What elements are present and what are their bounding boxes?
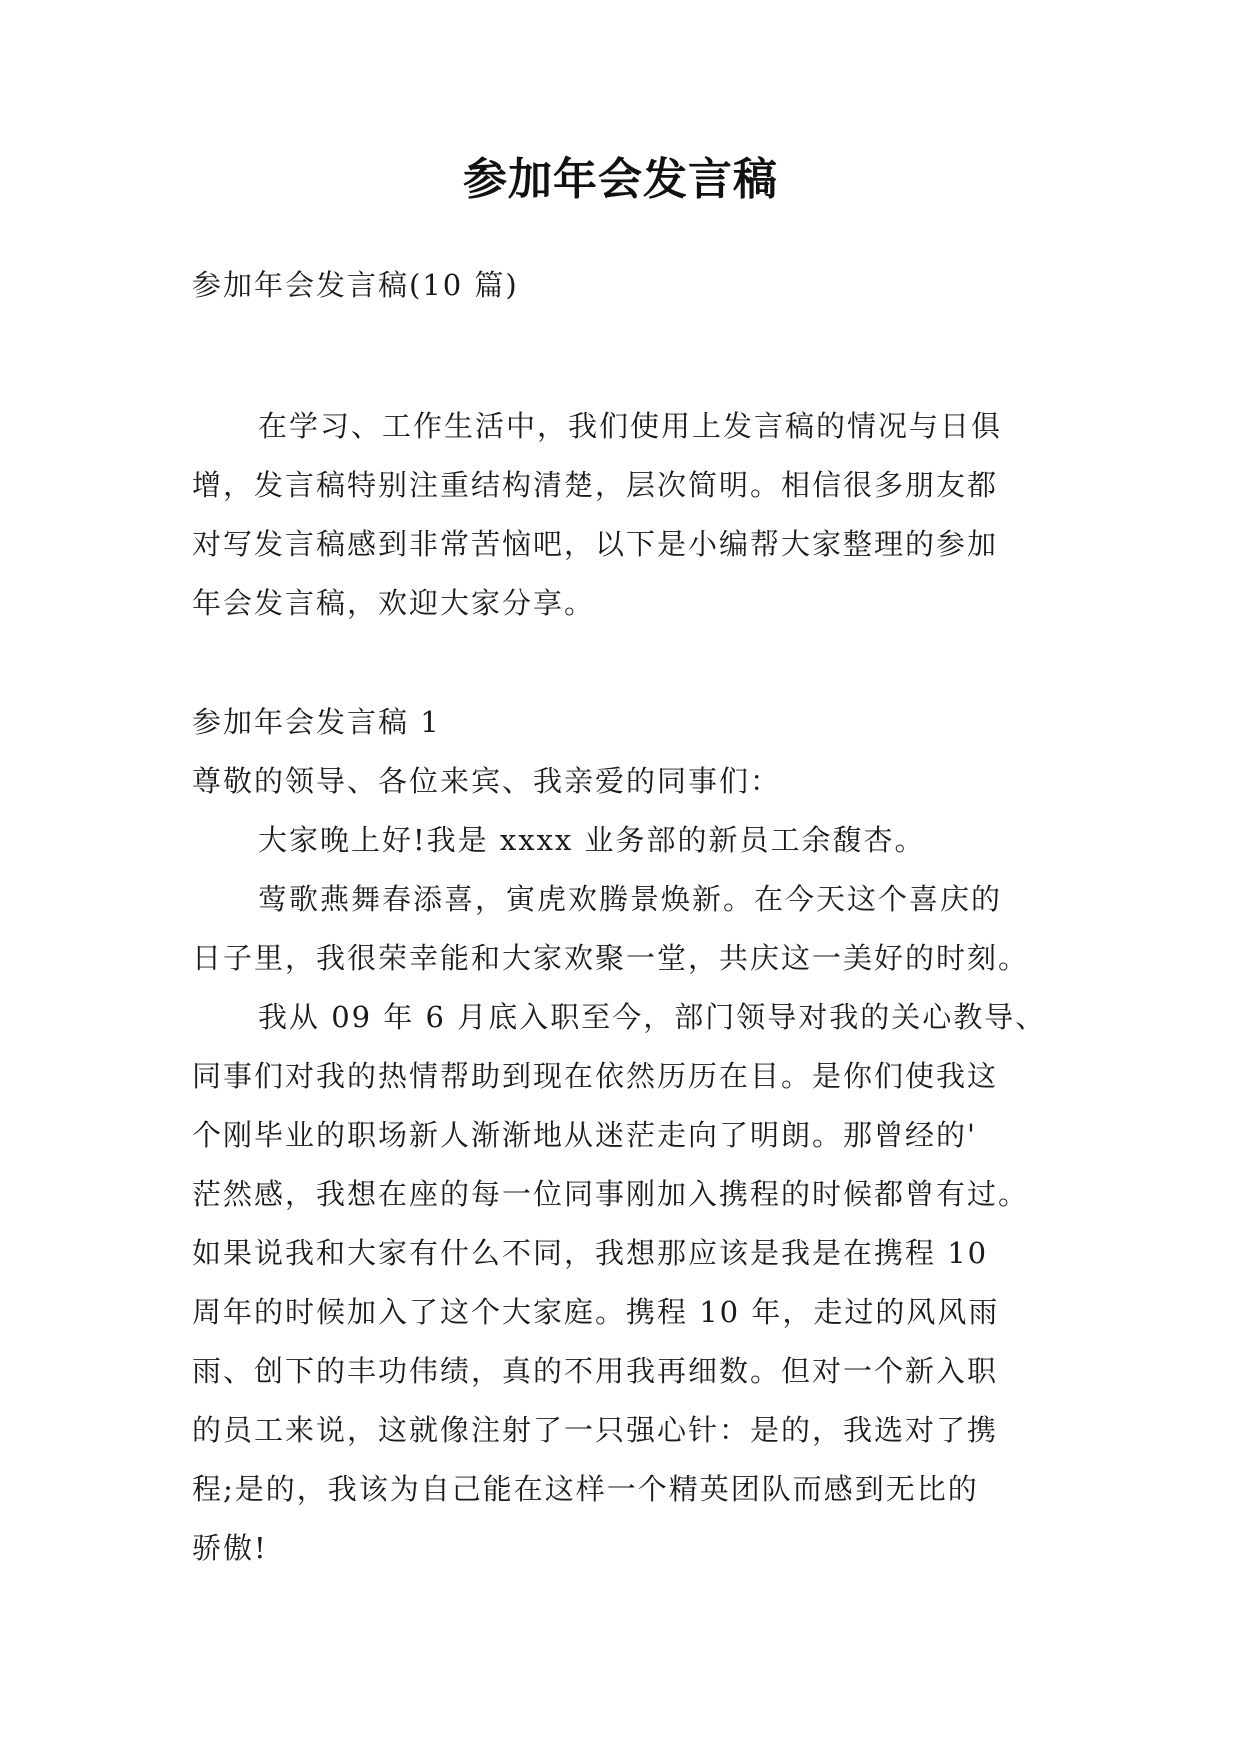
intro-paragraph <box>192 397 1058 633</box>
paragraph-line: 大家晚上好!我是 xxxx 业务部的新员工余馥杏。 <box>258 823 926 857</box>
paragraph-line: 骄傲! <box>192 1531 268 1565</box>
paragraph-line: 同事们对我的热情帮助到现在依然历历在目。是你们使我这 <box>192 1059 999 1093</box>
paragraph-line: 我从 09 年 6 月底入职至今，部门领导对我的关心教导、 <box>258 1000 1047 1034</box>
paragraph-line: 程;是的，我该为自己能在这样一个精英团队而感到无比的 <box>192 1472 979 1506</box>
paragraph-line: 的员工来说，这就像注射了一只强心针：是的，我选对了携 <box>192 1413 999 1447</box>
intro-line: 年会发言稿，欢迎大家分享。 <box>192 586 596 620</box>
paragraph-line: 个刚毕业的职场新人渐渐地从迷茫走向了明朗。那曾经的' <box>192 1118 977 1152</box>
paragraph-line: 雨、创下的丰功伟绩，真的不用我再细数。但对一个新入职 <box>192 1354 999 1388</box>
intro-line: 在学习、工作生活中，我们使用上发言稿的情况与日俱 <box>258 409 1003 443</box>
section-heading: 参加年会发言稿 1 <box>192 705 441 739</box>
intro-line: 对写发言稿感到非常苦恼吧，以下是小编帮大家整理的参加 <box>192 527 999 561</box>
document-title: 参加年会发言稿 <box>463 154 778 205</box>
paragraph-line: 如果说我和大家有什么不同，我想那应该是我是在携程 10 <box>192 1236 989 1270</box>
document-subtitle <box>192 256 1058 315</box>
paragraph-line: 周年的时候加入了这个大家庭。携程 10 年，走过的风风雨 <box>192 1295 1000 1329</box>
salutation: 尊敬的领导、各位来宾、我亲爱的同事们： <box>192 764 782 798</box>
subtitle-line: 参加年会发言稿(10 篇) <box>192 268 519 302</box>
intro-line: 增，发言稿特别注重结构清楚，层次简明。相信很多朋友都 <box>192 468 999 502</box>
paragraph-line: 茫然感，我想在座的每一位同事刚加入携程的时候都曾有过。 <box>192 1177 1030 1211</box>
paragraph-line: 莺歌燕舞春添喜，寅虎欢腾景焕新。在今天这个喜庆的 <box>258 882 1003 916</box>
speech-body <box>192 693 1058 1578</box>
paragraph-line: 日子里，我很荣幸能和大家欢聚一堂，共庆这一美好的时刻。 <box>192 941 1030 975</box>
